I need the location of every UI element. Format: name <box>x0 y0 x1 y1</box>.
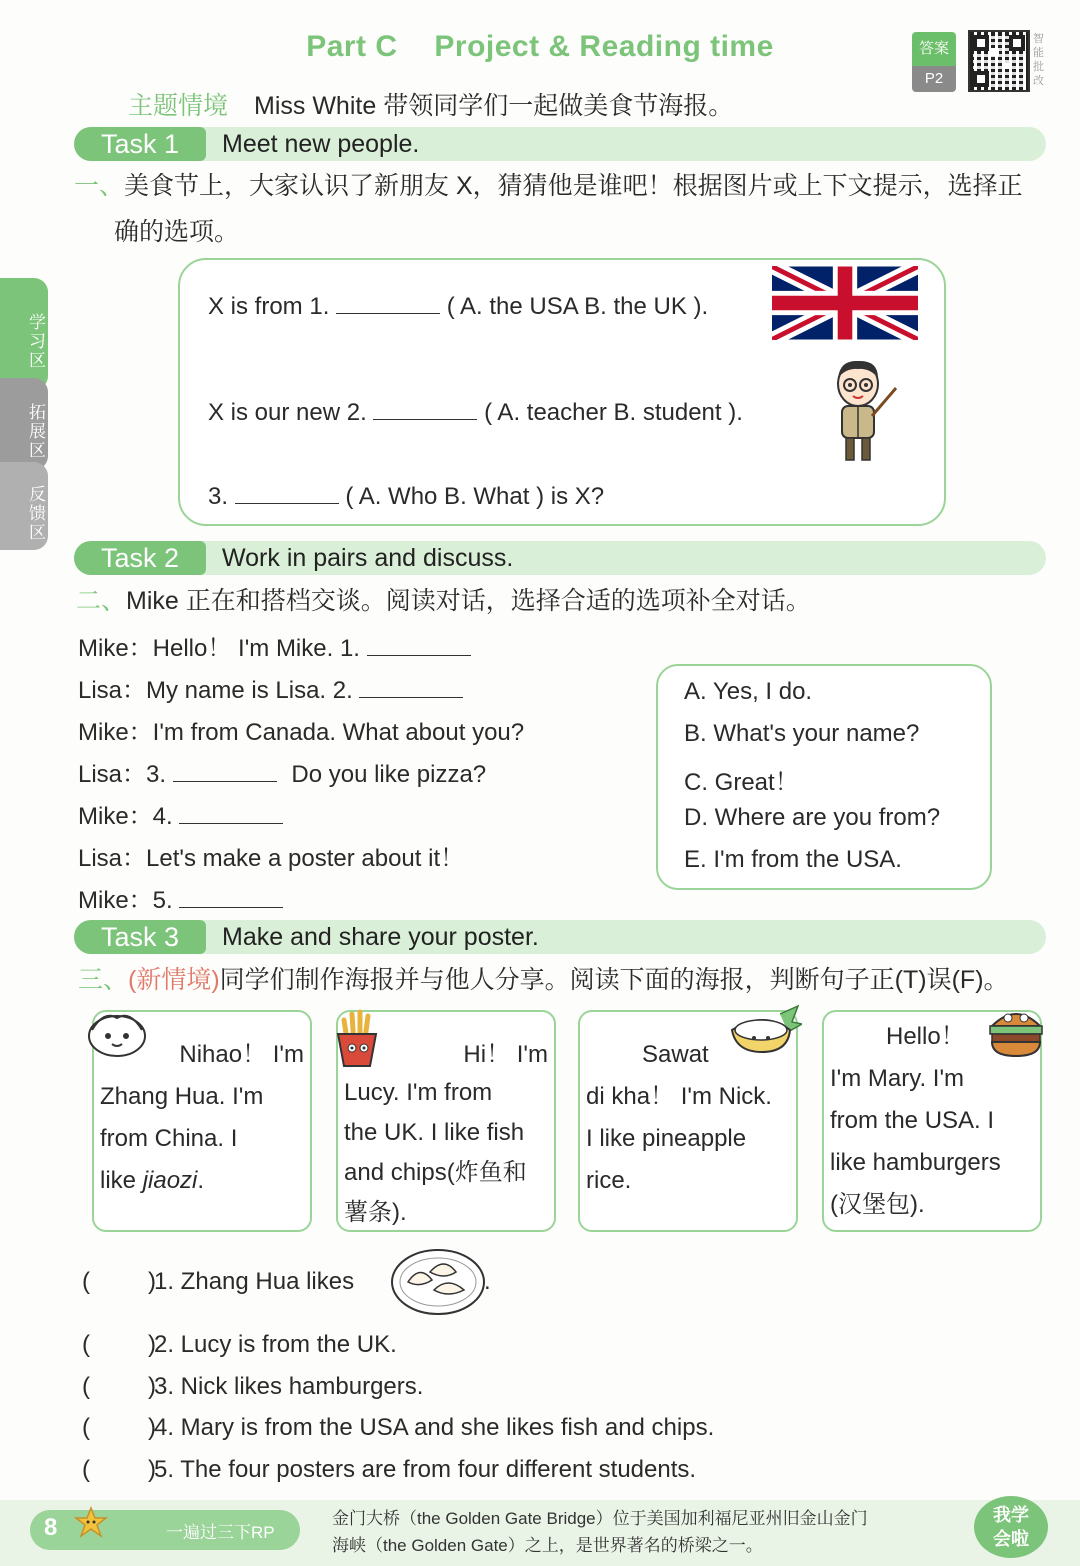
statement-4 <box>82 1414 714 1442</box>
task1-bar <box>74 127 1046 161</box>
dialogue-blank-5[interactable] <box>179 886 283 908</box>
hamburger-icon <box>986 1002 1046 1060</box>
poster-line: rice. <box>586 1167 632 1194</box>
q2-options: ( A. teacher B. student ). <box>484 399 743 426</box>
theme-text: Miss White 带领同学们一起做美食节海报。 <box>254 92 734 120</box>
poster-line: like hamburgers <box>830 1149 1001 1176</box>
dialogue-text: Lisa：3. <box>78 761 167 788</box>
statement-text: 5. The four posters are from four different students. <box>154 1456 697 1483</box>
part-label: Part C <box>306 30 398 63</box>
option-c: C. Great！ <box>684 769 799 796</box>
statement-3 <box>82 1373 423 1401</box>
page-number: 8 <box>44 1514 58 1541</box>
dialogue-text: Mike：5. <box>78 887 173 914</box>
dialogue-text: Mike：I'm from Canada. What about you? <box>78 719 525 746</box>
task3-title: Make and share your poster. <box>222 923 539 951</box>
dialogue-line-5 <box>78 796 283 831</box>
q1-line <box>208 292 708 321</box>
qr-note: 智能批改 <box>1033 33 1044 87</box>
q2-line <box>208 398 743 427</box>
qr-code-icon[interactable] <box>968 30 1030 92</box>
task1-instr-line2: 确的选项。 <box>114 218 240 246</box>
mascot-icon <box>74 1506 108 1546</box>
dialogue-text: Do you like pizza? <box>291 761 487 788</box>
statement-1 <box>82 1268 354 1296</box>
q3-line <box>208 482 604 511</box>
q1-options: ( A. the USA B. the UK ). <box>446 293 709 320</box>
task2-bar <box>74 541 1046 575</box>
dialogue-line-4 <box>78 754 486 789</box>
option-d: D. Where are you from? <box>684 804 941 831</box>
poster-line: I'm Mary. I'm <box>830 1065 965 1092</box>
statement-2 <box>82 1331 397 1359</box>
dialogue-line-6 <box>78 838 464 873</box>
dialogue-text: Mike：Hello！ I'm Mike. 1. <box>78 635 360 662</box>
q1-prefix: X is from 1. <box>208 293 330 320</box>
dialogue-text: Mike：4. <box>78 803 173 830</box>
footer-brand: 一遍过三下RP <box>166 1523 275 1542</box>
poster-line: I like pineapple <box>586 1125 747 1152</box>
statement-text: 1. Zhang Hua likes <box>154 1268 355 1295</box>
pineapple-rice-icon <box>728 1004 802 1056</box>
dialogue-blank-4[interactable] <box>179 802 283 824</box>
answer-paren[interactable]: ( ) <box>82 1331 156 1358</box>
statement-1-period: . <box>484 1268 491 1295</box>
footer-fact-line1: 金门大桥（the Golden Gate Bridge）位于美国加利福尼亚州旧金山金门 <box>332 1509 868 1528</box>
poster-line: (汉堡包). <box>830 1191 925 1218</box>
task1-title: Meet new people. <box>222 130 420 158</box>
task3-label: Task 3 <box>74 920 206 954</box>
answer-paren[interactable]: ( ) <box>82 1414 156 1441</box>
dialogue-line-2 <box>78 670 463 705</box>
side-tab-feedback[interactable]: 反馈区 <box>0 462 48 550</box>
answer-badge[interactable] <box>912 32 956 92</box>
poster-line: the UK. I like fish <box>344 1119 525 1146</box>
q3-options: ( A. Who B. What ) is X? <box>345 483 605 510</box>
poster-word: . <box>197 1167 205 1194</box>
poster-line: Lucy. I'm from <box>344 1079 493 1106</box>
poster-line: Sawat <box>642 1041 709 1068</box>
poster-line: Hi！ I'm <box>463 1041 548 1068</box>
poster-line: di kha！ I'm Nick. <box>586 1083 772 1110</box>
task2-instr-num: 二、 <box>76 587 127 615</box>
theme-line <box>128 86 733 122</box>
learned-stamp[interactable] <box>974 1496 1048 1558</box>
poster-line: 薯条). <box>344 1199 407 1226</box>
answer-page: P2 <box>912 66 956 92</box>
dialogue-blank-2[interactable] <box>359 676 463 698</box>
task2-label: Task 2 <box>74 541 206 575</box>
uk-flag-icon <box>772 266 918 340</box>
fries-icon <box>330 1006 384 1070</box>
task1-label: Task 1 <box>74 127 206 161</box>
q3-prefix: 3. <box>208 483 229 510</box>
options-box <box>656 664 992 890</box>
dialogue-blank-3[interactable] <box>173 760 277 782</box>
poster-line: from the USA. I <box>830 1107 995 1134</box>
dialogue-text: Lisa：My name is Lisa. 2. <box>78 677 353 704</box>
teacher-icon <box>826 356 900 464</box>
task3-bar <box>74 920 1046 954</box>
q2-prefix: X is our new 2. <box>208 399 367 426</box>
theme-label: 主题情境 <box>128 92 229 120</box>
poster-word: like <box>100 1167 143 1194</box>
side-tab-study[interactable]: 学习区 <box>0 278 48 390</box>
task2-title: Work in pairs and discuss. <box>222 544 514 572</box>
q2-blank[interactable] <box>373 398 477 420</box>
task3-instr-text: 同学们制作海报并与他人分享。阅读下面的海报，判断句子正(T)误(F)。 <box>219 966 1009 994</box>
footer-fact-line2: 海峡（the Golden Gate）之上，是世界著名的桥梁之一。 <box>332 1536 763 1555</box>
poster-line: from China. I <box>100 1125 238 1152</box>
poster-line: Hello！ <box>886 1023 965 1050</box>
answer-paren[interactable]: ( ) <box>82 1268 156 1295</box>
task2-instruction <box>76 578 811 624</box>
dialogue-line-7 <box>78 880 283 915</box>
option-b: B. What's your name? <box>684 720 920 747</box>
poster-line-4 <box>100 1160 304 1202</box>
side-tab-extend[interactable]: 拓展区 <box>0 378 48 470</box>
task1-instruction <box>74 163 1054 255</box>
task3-instr-tag: (新情境) <box>128 966 220 994</box>
statement-text: 3. Nick likes hamburgers. <box>154 1373 424 1400</box>
task1-instr-line1: 美食节上，大家认识了新朋友 X，猜猜他是谁吧！根据图片或上下文提示，选择正 <box>124 172 1023 200</box>
dialogue-blank-1[interactable] <box>367 634 471 656</box>
dialogue-text: Lisa：Let's make a poster about it！ <box>78 845 465 872</box>
q1-blank[interactable] <box>336 292 440 314</box>
task1-instr-num: 一、 <box>74 172 125 200</box>
poster-line: Zhang Hua. I'm <box>100 1083 264 1110</box>
statement-5 <box>82 1456 696 1484</box>
dumplings-icon <box>390 1246 486 1316</box>
task2-instr-text: Mike 正在和搭档交谈。阅读对话，选择合适的选项补全对话。 <box>126 587 811 615</box>
dialogue-line-3 <box>78 712 524 747</box>
option-a: A. Yes, I do. <box>684 678 813 705</box>
statement-text: 2. Lucy is from the UK. <box>154 1331 397 1358</box>
statement-text: 4. Mary is from the USA and she likes fish and chips. <box>154 1414 715 1441</box>
answer-paren[interactable]: ( ) <box>82 1373 156 1400</box>
task3-instr-num: 三、 <box>78 966 129 994</box>
q3-blank[interactable] <box>235 482 339 504</box>
task3-instruction <box>78 957 1009 1003</box>
boy-face-icon <box>84 1008 150 1058</box>
stamp-text: 我学会啦 <box>993 1505 1029 1549</box>
section-title: Project & Reading time <box>434 30 774 63</box>
poster-word-italic: jiaozi <box>142 1167 198 1194</box>
answer-label: 答案 <box>912 32 956 66</box>
answer-paren[interactable]: ( ) <box>82 1456 156 1483</box>
footer-fact <box>332 1505 952 1559</box>
poster-line: Nihao！ I'm <box>179 1041 304 1068</box>
poster-line: and chips(炸鱼和 <box>344 1159 527 1186</box>
option-e: E. I'm from the USA. <box>684 846 902 873</box>
dialogue-line-1 <box>78 628 471 663</box>
